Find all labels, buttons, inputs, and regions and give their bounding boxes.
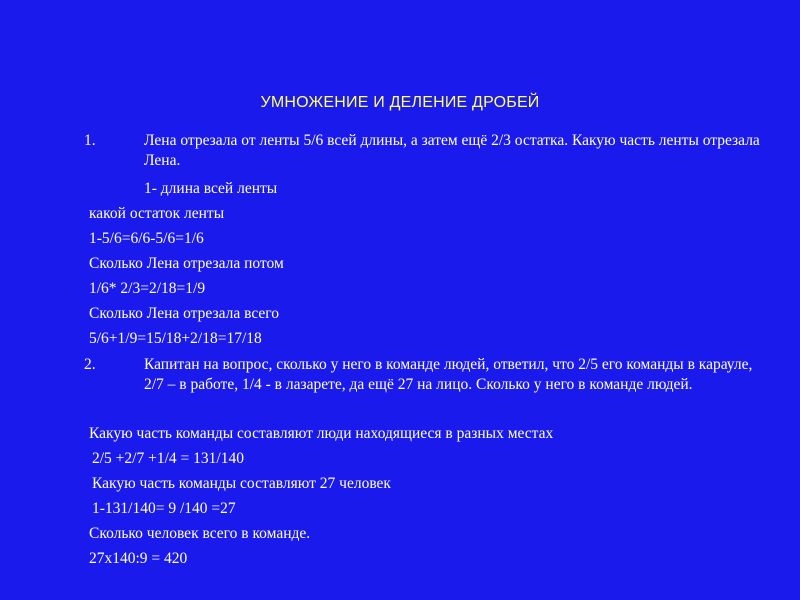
solution-line: 27х140:9 = 420 (89, 550, 188, 567)
solution-line: Какую часть команды составляют 27 человек (92, 475, 391, 492)
solution-line: 1-5/6=6/6-5/6=1/6 (89, 230, 204, 247)
solution-line: 1/6* 2/3=2/18=1/9 (89, 280, 206, 297)
solution-line: 5/6+1/9=15/18+2/18=17/18 (89, 330, 262, 347)
solution-line: 1-131/140= 9 /140 =27 (92, 500, 236, 517)
problem-1-text: Лена отрезала от ленты 5/6 всей длины, а затем ещё 2/3 остатка. Какую часть ленты отрезала Лена. (144, 132, 760, 169)
problem-1-number: 1. (84, 132, 96, 149)
solution-line: Сколько Лена отрезала всего (89, 305, 279, 322)
solution-line: 2/5 +2/7 +1/4 = 131/140 (92, 450, 244, 467)
problem-2-text: Капитан на вопрос, сколько у него в команде людей, ответил, что 2/5 его команды в карауле, 2/7 – в работе, 1/4 - в лазарете, да ещё 27 на лицо. Сколько у него в команде людей. (144, 356, 753, 393)
slide-title: УМНОЖЕНИЕ И ДЕЛЕНИЕ ДРОБЕЙ (260, 94, 540, 111)
solution-line: 1- длина всей ленты (144, 180, 278, 197)
solution-line: Сколько Лена отрезала потом (89, 255, 284, 272)
solution-line: Сколько человек всего в команде. (89, 525, 311, 542)
problem-2-number: 2. (84, 356, 96, 373)
solution-line: Какую часть команды составляют люди находящиеся в разных местах (89, 425, 554, 442)
solution-line: какой остаток ленты (89, 205, 225, 222)
